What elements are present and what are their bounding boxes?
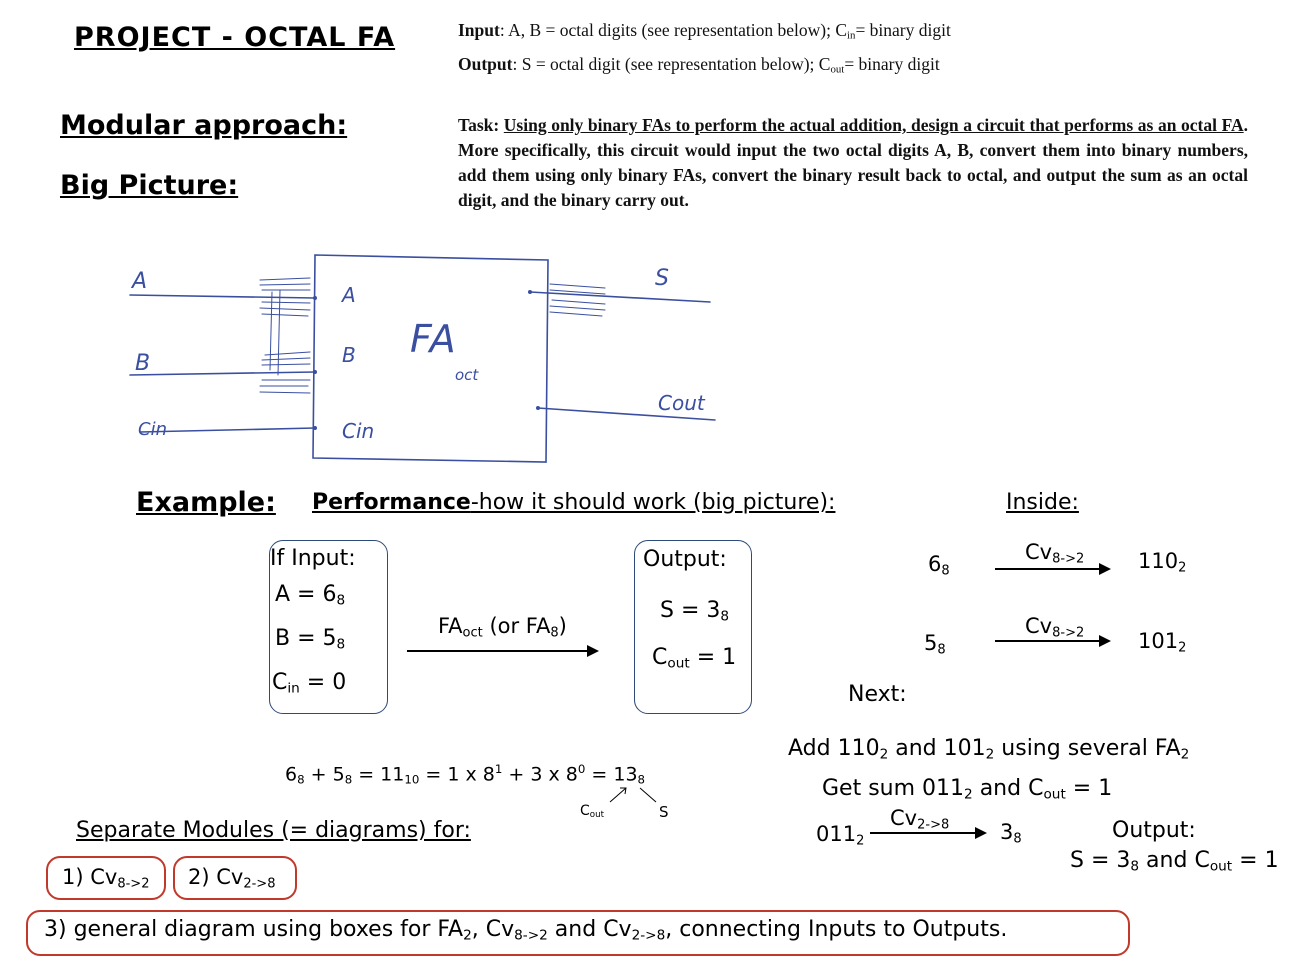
eq-cout: C [580,803,590,819]
input-cin [272,670,346,697]
inside-row1-cv [1025,540,1084,566]
task-paragraph [458,113,1248,213]
module-1 [62,865,150,891]
output-label-box: Output: [643,547,727,572]
eq-p2: + 5 [304,763,345,786]
final-val: = 1 [1232,848,1279,873]
sketch-in-a: A [132,269,148,294]
conv-cv [890,806,949,832]
r2-out: 101 [1138,629,1179,653]
conv-out [1000,820,1022,846]
sketch-in-b: B [135,351,151,376]
add-b: and 101 [888,736,986,761]
inside-row2-in [924,631,946,657]
conv-cv-text: Cv [890,806,918,830]
input-cin-c: C [272,670,288,695]
add-s1: 2 [879,746,889,763]
add-line [788,736,1189,763]
sketch-box-sub: oct [455,366,479,384]
get-val: = 1 [1065,776,1113,801]
equation-s: S [659,803,669,821]
r1-cv-sub: 8->2 [1052,551,1085,567]
octal-equation [285,762,645,786]
inside-row1-out [1138,549,1186,575]
if-input-label: If Input: [270,546,356,571]
r2-in-sub: 8 [937,642,946,658]
input-b-text: B = 5 [275,626,337,651]
m3-a: 3) general diagram using boxes for FA [44,917,464,942]
final-c: C [1194,848,1210,873]
eq-cout-sub: out [589,810,604,821]
get-a: Get sum 011 [822,776,965,801]
r2-cv: Cv [1025,614,1053,638]
output-cout-c: C [652,645,668,670]
r1-out: 110 [1138,549,1179,573]
output-spec-sub: out [830,63,845,76]
m3-s1: 2 [463,927,472,944]
r2-in: 5 [924,631,938,655]
output-s [660,598,729,625]
big-picture-heading: Big Picture: [60,170,239,201]
output-label: Output [458,54,513,74]
input-spec-text: : A, B = octal digits (see representation below); C [499,20,847,40]
modular-heading: Modular approach: [60,110,348,141]
output-cout-val: = 1 [689,645,737,670]
m3-s2: 8->2 [514,927,548,944]
get-c-sub: out [1043,786,1066,803]
input-label: Input [458,20,500,40]
sketch-out-cout: Cout [658,391,705,415]
module-2-prefix: 2) Cv [188,865,244,889]
output-spec-text-end: = binary digit [844,54,940,74]
final-output-values [1070,848,1279,875]
sketch-box-b: B [342,343,356,367]
r1-cv: Cv [1025,540,1053,564]
r2-cv-sub: 8->2 [1052,625,1085,641]
m3-c: and Cv [547,917,632,942]
final-s: S = 3 [1070,848,1131,873]
fa-sub: oct [462,625,483,641]
m3-b: , Cv [471,917,515,942]
conv-in-text: 011 [816,822,857,846]
m3-s3: 2->8 [631,927,666,944]
equation-cout [580,803,604,820]
input-b [275,626,345,653]
eq-p5: + 3 x 8 [502,763,578,786]
input-spec-text-end: = binary digit [855,20,951,40]
fa-sub2: 8 [550,625,559,641]
input-spec [458,20,951,42]
add-s3: 2 [1180,746,1190,763]
conv-cv-sub: 2->8 [917,817,950,833]
eq-p3: = 11 [352,763,405,786]
sketch-box-fa: FA [410,317,456,361]
task-underlined: Using only binary FAs to perform the actual addition, design a circuit that performs as an octal FA [503,115,1244,135]
sketch-box-a: A [342,283,356,307]
add-s2: 2 [985,746,995,763]
next-label: Next: [848,682,907,707]
sketch-out-s: S [655,266,669,291]
add-a: Add 110 [788,736,880,761]
page-title: PROJECT - OCTAL FA [74,22,396,53]
fa-oct-label [438,614,567,640]
inside-row1-arrow [995,568,1109,570]
separate-modules-heading: Separate Modules (= diagrams) for: [76,818,471,843]
eq-p4: = 1 x 8 [419,763,495,786]
eq-p3s: 10 [404,772,420,787]
module-3 [44,917,1007,944]
output-spec-text: : S = octal digit (see representation below); C [512,54,831,74]
module-2 [188,865,276,891]
input-cin-sub: in [287,680,300,697]
output-cout-sub: out [667,655,690,672]
fa-octal-sketch [110,240,740,470]
conv-out-text: 3 [1000,820,1014,844]
fa-rest: (or FA [482,614,551,638]
performance-rest: -how it should work (big picture): [470,490,836,515]
eq-p4sup: 1 [494,762,503,776]
input-cin-val: = 0 [299,670,347,695]
module-1-prefix: 1) Cv [62,865,118,889]
sketch-in-cin: Cin [138,419,167,440]
input-b-sub: 8 [336,636,346,653]
fa-close: ) [558,614,567,638]
final-and: and [1139,848,1195,873]
sketch-box-cin: Cin [342,419,375,443]
eq-p2s: 8 [344,772,353,787]
fa-arrow [407,650,597,652]
conv-arrow [870,832,985,834]
output-spec [458,54,940,76]
conv-in [816,822,864,848]
final-output-label: Output: [1112,818,1196,843]
output-cout [652,645,736,672]
performance-heading [312,490,835,515]
add-c: using several FA [994,736,1181,761]
m3-d: , connecting Inputs to Outputs. [665,917,1008,942]
get-sub: 2 [964,786,973,803]
inside-row2-out [1138,629,1186,655]
eq-p5sup: 0 [577,762,586,776]
input-a [275,582,345,609]
input-spec-sub: in [847,29,856,42]
get-c: C [1028,776,1044,801]
r1-in-sub: 8 [941,563,950,579]
eq-p6: = 13 [585,763,638,786]
fa-main: FA [438,614,463,638]
conv-out-sub: 8 [1013,831,1022,847]
module-2-sub: 2->8 [243,876,276,892]
task-label: Task: [458,115,500,135]
input-a-text: A = 6 [275,582,337,607]
conv-in-sub: 2 [856,833,865,849]
r2-out-sub: 2 [1178,640,1187,656]
example-heading: Example: [136,487,276,518]
get-sum-line [822,776,1112,803]
inside-row2-arrow [995,640,1109,642]
r1-out-sub: 2 [1178,560,1187,576]
output-s-sub: 8 [720,608,730,625]
get-b: and [972,776,1029,801]
inside-heading: Inside: [1006,490,1079,515]
r1-in: 6 [928,552,942,576]
eq-p6s: 8 [637,772,646,787]
final-c-sub: out [1209,858,1233,875]
task-rest: . More specifically, this circuit would input the two octal digits A, B, convert them into binary numbers, add them using only binary FAs, convert the binary result back to octal, and output the sum as an octal digit, and the binary carry out. [458,115,1249,210]
input-a-sub: 8 [336,592,346,609]
eq-p1: 6 [285,763,298,786]
inside-row1-in [928,552,950,578]
performance-bold: Performance [312,490,471,515]
final-s-sub: 8 [1130,858,1140,875]
eq-p1s: 8 [297,772,305,787]
module-1-sub: 8->2 [117,876,150,892]
inside-row2-cv [1025,614,1084,640]
output-s-text: S = 3 [660,598,721,623]
